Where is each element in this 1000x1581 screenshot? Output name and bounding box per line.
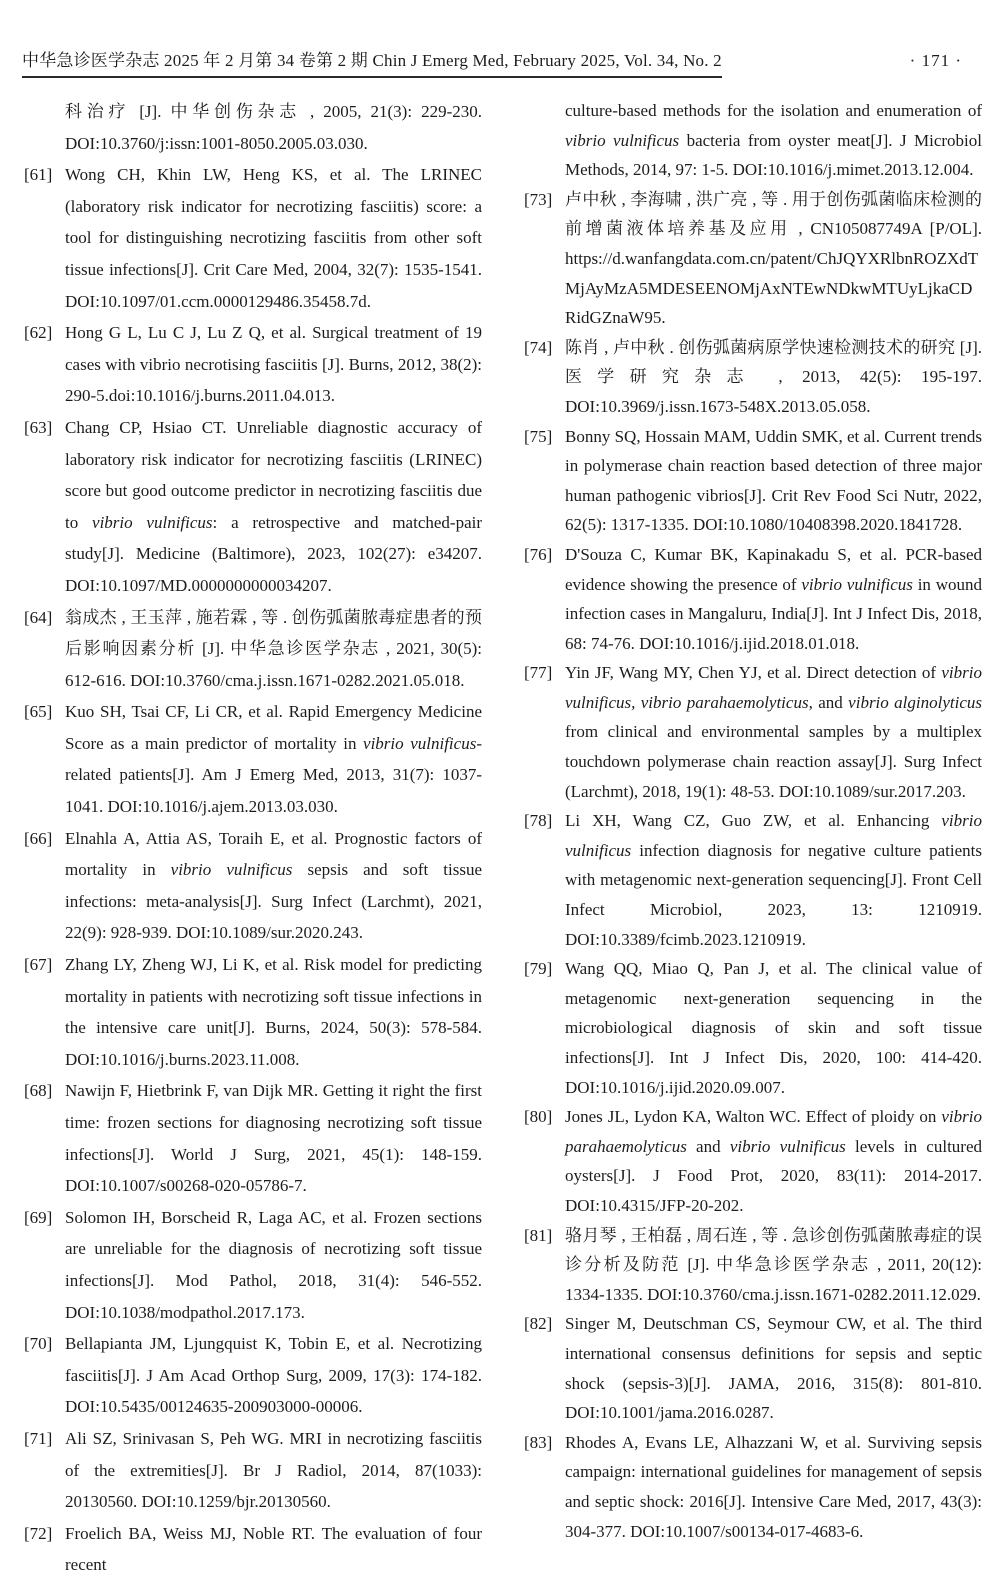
reference-text bbox=[65, 702, 482, 816]
reference-entry bbox=[24, 823, 482, 949]
reference-number: [71] bbox=[24, 1428, 53, 1448]
reference-text bbox=[65, 102, 482, 153]
reference-entry bbox=[24, 1328, 482, 1423]
reference-text-segment: Rhodes A, Evans LE, Alhazzani W, et al. Surviving sepsis campaign: international guidelines for management of sepsis and septic shock: 2016[J]. Intensive Care Med, 2017, 43(3): 304-377. DOI:10.1007/s00134-017-4683-6. bbox=[565, 1432, 982, 1541]
reference-entry bbox=[524, 1428, 982, 1546]
reference-text bbox=[565, 1226, 982, 1304]
reference-text bbox=[65, 418, 482, 595]
reference-number: [64] bbox=[24, 607, 53, 627]
reference-text bbox=[565, 1314, 982, 1422]
reference-text-segment: Elnahla A, Attia AS, Toraih E, et al. Prognostic factors of mortality in bbox=[65, 828, 482, 880]
page-header bbox=[22, 46, 978, 78]
reference-text-segment: 科治疗 [J]. 中华创伤杂志 , 2005, 21(3): 229-230. DOI:10.3760/j:issn:1001-8050.2005.03.030. bbox=[65, 102, 482, 153]
reference-entry bbox=[24, 1423, 482, 1518]
reference-number: [75] bbox=[524, 426, 553, 446]
reference-entry bbox=[524, 540, 982, 658]
reference-entry bbox=[524, 96, 982, 185]
reference-text-segment: D'Souza C, Kumar BK, Kapinakadu S, et al. PCR-based evidence showing the presence of bbox=[565, 544, 982, 594]
reference-entry bbox=[524, 658, 982, 806]
reference-text-segment: Li XH, Wang CZ, Guo ZW, et al. Enhancing bbox=[565, 811, 942, 831]
reference-text bbox=[565, 663, 982, 800]
reference-text bbox=[565, 101, 982, 179]
reference-number: [73] bbox=[524, 189, 553, 209]
reference-number: [82] bbox=[524, 1314, 553, 1334]
reference-entry bbox=[24, 1075, 482, 1201]
reference-text bbox=[565, 338, 982, 416]
reference-entry bbox=[24, 949, 482, 1075]
species-name-italic: vibrio vulnificus, vibrio parahaemolyticus bbox=[565, 663, 982, 712]
reference-text bbox=[65, 829, 482, 943]
reference-entry bbox=[24, 317, 482, 412]
reference-number: [70] bbox=[24, 1334, 53, 1354]
reference-entry bbox=[24, 696, 482, 822]
reference-text-segment: sepsis and soft tissue infections: meta-analysis[J]. Surg Infect (Larchmt), 2021, 22(9): 928-939. DOI:10.1089/sur.2020.243. bbox=[65, 860, 483, 943]
reference-text-segment: 卢中秋 , 李海啸 , 洪广亮 , 等 . 用于创伤弧菌临床检测的前增菌液体培养基及应用 , CN105087749A [P/OL]. https://d.wanfangdata.com.cn/patent/ChJQYXRlbnROZXdTMjAyMzA5MDESEENOMjAxNTEwNDkwMTUyLjkaCDRidGZnaW95. bbox=[565, 189, 982, 328]
reference-text-segment: from clinical and environmental samples by a multiplex touchdown polymerase chain reaction assay[J]. Surg Infect (Larchmt), 2018, 19(1): 48-53. DOI:10.1089/sur.2017.203. bbox=[565, 722, 982, 801]
reference-entry bbox=[24, 1202, 482, 1328]
references-right-column bbox=[524, 96, 982, 1581]
reference-text-segment: Singer M, Deutschman CS, Seymour CW, et al. The third international consensus definitions for sepsis and septic shock (sepsis-3)[J]. JAMA, 2016, 315(8): 801-810. DOI:10.1001/jama.2016.0287. bbox=[565, 1314, 982, 1423]
species-name-italic: vibrio vulnificus bbox=[363, 733, 477, 753]
species-name-italic: vibrio vulnificus bbox=[729, 1136, 846, 1156]
reference-text-segment: infection diagnosis for negative culture patients with metagenomic next-generation sequencing[J]. Front Cell Infect Microbiol, 2023, 13: 1210919. DOI:10.3389/fcimb.2023.1210919. bbox=[565, 840, 982, 949]
reference-text bbox=[565, 427, 982, 535]
species-name-italic: vibrio vulnificus bbox=[565, 130, 680, 150]
reference-number: [68] bbox=[24, 1081, 53, 1101]
reference-entry bbox=[24, 602, 482, 697]
reference-text bbox=[65, 165, 482, 310]
reference-text-segment: Hong G L, Lu C J, Lu Z Q, et al. Surgical treatment of 19 cases with vibrio necrotising fasciitis [J]. Burns, 2012, 38(2): 290-5.doi:10.1016/j.burns.2011.04.013. bbox=[65, 323, 482, 406]
reference-number: [76] bbox=[524, 544, 553, 564]
reference-text bbox=[65, 1208, 482, 1322]
reference-number: [83] bbox=[524, 1432, 553, 1452]
species-name-italic: vibrio vulnificus bbox=[170, 860, 293, 880]
reference-text bbox=[65, 1429, 482, 1511]
reference-text bbox=[565, 190, 982, 327]
reference-entry bbox=[524, 1221, 982, 1310]
reference-text-segment: , and bbox=[808, 692, 849, 712]
reference-text bbox=[65, 955, 482, 1069]
reference-text-segment: Chang CP, Hsiao CT. Unreliable diagnostic accuracy of laboratory risk indicator for necrotizing fasciitis (LRINEC) score but good outcome predictor in necrotizing fasciitis due to bbox=[65, 417, 482, 532]
reference-text-segment: 陈肖 , 卢中秋 . 创伤弧菌病原学快速检测技术的研究 [J]. 医学研究杂志 , 2013, 42(5): 195-197. DOI:10.3969/j.issn.1673-548X.2013.05.058. bbox=[565, 337, 982, 416]
reference-text-segment: Ali SZ, Srinivasan S, Peh WG. MRI in necrotizing fasciitis of the extremities[J]. Br J Radiol, 2014, 87(1033): 20130560. DOI:10.1259/bjr.20130560. bbox=[65, 1428, 482, 1512]
reference-entry bbox=[524, 422, 982, 540]
reference-text-segment: Froelich BA, Weiss MJ, Noble RT. The evaluation of four recent bbox=[65, 1523, 482, 1575]
reference-text-segment: Jones JL, Lydon KA, Walton WC. Effect of ploidy on bbox=[565, 1107, 942, 1127]
reference-text bbox=[65, 1081, 482, 1195]
reference-number: [62] bbox=[24, 323, 53, 343]
reference-entry bbox=[524, 185, 982, 333]
reference-number: [80] bbox=[524, 1107, 553, 1127]
reference-text-segment: Bellapianta JM, Ljungquist K, Tobin E, et al. Necrotizing fasciitis[J]. J Am Acad Orthop Surg, 2009, 17(3): 174-182. DOI:10.5435/00124635-200903000-00006. bbox=[65, 1334, 482, 1417]
reference-text bbox=[565, 1433, 982, 1541]
reference-number: [67] bbox=[24, 955, 53, 975]
species-name-italic: vibrio alginolyticus bbox=[848, 692, 982, 712]
reference-text-segment: Zhang LY, Zheng WJ, Li K, et al. Risk model for predicting mortality in patients with necrotizing soft tissue infections in the intensive care unit[J]. Burns, 2024, 50(3): 578-584. DOI:10.1016/j.burns.2023.11.008. bbox=[65, 955, 482, 1069]
reference-entry bbox=[24, 412, 482, 602]
reference-entry bbox=[524, 1309, 982, 1427]
reference-entry bbox=[24, 96, 482, 159]
reference-text-segment: Bonny SQ, Hossain MAM, Uddin SMK, et al. Current trends in polymerase chain reaction based detection of three major human pathogenic vibrios[J]. Crit Rev Food Sci Nutr, 2022, 62(5): 1317-1335. DOI:10.1080/10408398.2020.1841728. bbox=[565, 426, 982, 535]
reference-number: [74] bbox=[524, 337, 553, 357]
reference-number: [79] bbox=[524, 959, 553, 979]
reference-number: [77] bbox=[524, 663, 553, 683]
reference-text-segment: 翁成杰 , 王玉萍 , 施若霖 , 等 . 创伤弧菌脓毒症患者的预后影响因素分析 [J]. 中华急诊医学杂志 , 2021, 30(5): 612-616. DOI:10.3760/cma.j.issn.1671-0282.2021.05.018. bbox=[65, 607, 482, 690]
reference-text bbox=[65, 323, 482, 405]
reference-number: [66] bbox=[24, 828, 53, 848]
reference-number: [61] bbox=[24, 165, 53, 185]
reference-text-segment: Wang QQ, Miao Q, Pan J, et al. The clinical value of metagenomic next-generation sequencing in the microbiological diagnosis of skin and soft tissue infections[J]. Int J Infect Dis, 2020, 100: 414-420. DOI:10.1016/j.ijid.2020.09.007. bbox=[565, 959, 982, 1097]
page-number: · 171 · bbox=[909, 51, 962, 70]
reference-entry bbox=[524, 1102, 982, 1220]
reference-text-segment: Nawijn F, Hietbrink F, van Dijk MR. Getting it right the first time: frozen sections for diagnosing necrotizing soft tissue infections[J]. World J Surg, 2021, 45(1): 148-159. DOI:10.1007/s00268-020-05786-7. bbox=[65, 1081, 482, 1196]
reference-text-segment: 骆月琴 , 王柏磊 , 周石连 , 等 . 急诊创伤弧菌脓毒症的误诊分析及防范 [J]. 中华急诊医学杂志 , 2011, 20(12): 1334-1335. DOI:10.3760/cma.j.issn.1671-0282.2011.12.029. bbox=[565, 1225, 982, 1304]
reference-entry bbox=[24, 159, 482, 317]
reference-entry bbox=[524, 333, 982, 422]
journal-header-line: 中华急诊医学杂志 2025 年 2 月第 34 卷第 2 期 Chin J Emerg Med, February 2025, Vol. 34, No. 2 bbox=[22, 46, 722, 78]
reference-number: [65] bbox=[24, 702, 53, 722]
reference-number: [81] bbox=[524, 1225, 553, 1245]
reference-text-segment: Kuo SH, Tsai CF, Li CR, et al. Rapid Emergency Medicine Score as a main predictor of mortality in bbox=[65, 702, 482, 753]
species-name-italic: vibrio vulnificus bbox=[565, 811, 982, 860]
reference-text-segment: : a retrospective and matched-pair study[J]. Medicine (Baltimore), 2023, 102(27): e34207. DOI:10.1097/MD.0000000000034207. bbox=[65, 512, 483, 595]
reference-text-segment: in wound infection cases in Mangaluru, India[J]. Int J Infect Dis, 2018, 68: 74-76. DOI:10.1016/j.ijid.2018.01.018. bbox=[565, 574, 982, 653]
species-name-italic: vibrio vulnificus bbox=[801, 574, 913, 594]
reference-text bbox=[565, 959, 982, 1096]
reference-entry bbox=[524, 806, 982, 954]
reference-columns bbox=[24, 96, 982, 1581]
reference-text bbox=[565, 1107, 982, 1215]
reference-number: [63] bbox=[24, 417, 53, 437]
reference-number: [72] bbox=[24, 1523, 53, 1543]
species-name-italic: vibrio vulnificus bbox=[92, 512, 213, 532]
references-left-column bbox=[24, 96, 482, 1581]
reference-text bbox=[65, 1334, 482, 1416]
reference-text-segment: and bbox=[686, 1136, 730, 1156]
reference-text-segment: Solomon IH, Borscheid R, Laga AC, et al. Frozen sections are unreliable for the diagnosis of necrotizing soft tissue infections[J]. Mod Pathol, 2018, 31(4): 546-552. DOI:10.1038/modpathol.2017.173. bbox=[65, 1207, 482, 1322]
reference-text-segment: Yin JF, Wang MY, Chen YJ, et al. Direct detection of bbox=[565, 663, 942, 683]
reference-text-segment: -related patients[J]. Am J Emerg Med, 2013, 31(7): 1037-1041. DOI:10.1016/j.ajem.2013.03.030. bbox=[65, 733, 482, 817]
reference-text bbox=[65, 608, 482, 690]
reference-number: [78] bbox=[524, 811, 553, 831]
reference-entry bbox=[24, 1518, 482, 1581]
reference-entry bbox=[524, 954, 982, 1102]
reference-text-segment: Wong CH, Khin LW, Heng KS, et al. The LRINEC (laboratory risk indicator for necrotizing fasciitis) score: a tool for distinguishing necrotizing fasciitis from other soft tissue infections[J]. Crit Care Med, 2004, 32(7): 1535-1541. DOI:10.1097/01.ccm.0000129486.35458.7d. bbox=[65, 165, 482, 311]
reference-text bbox=[65, 1524, 482, 1575]
reference-text-segment: levels in cultured oysters[J]. J Food Prot, 2020, 83(11): 2014-2017. DOI:10.4315/JFP-20-202. bbox=[565, 1136, 983, 1215]
species-name-italic: vibrio parahaemolyticus bbox=[565, 1107, 982, 1156]
reference-text bbox=[565, 545, 982, 653]
reference-number: [69] bbox=[24, 1207, 53, 1227]
reference-text-segment: culture-based methods for the isolation and enumeration of bbox=[565, 101, 982, 120]
reference-text-segment: bacteria from oyster meat[J]. J Microbiol Methods, 2014, 97: 1-5. DOI:10.1016/j.mimet.2013.12.004. bbox=[565, 130, 982, 180]
reference-text bbox=[565, 811, 982, 948]
